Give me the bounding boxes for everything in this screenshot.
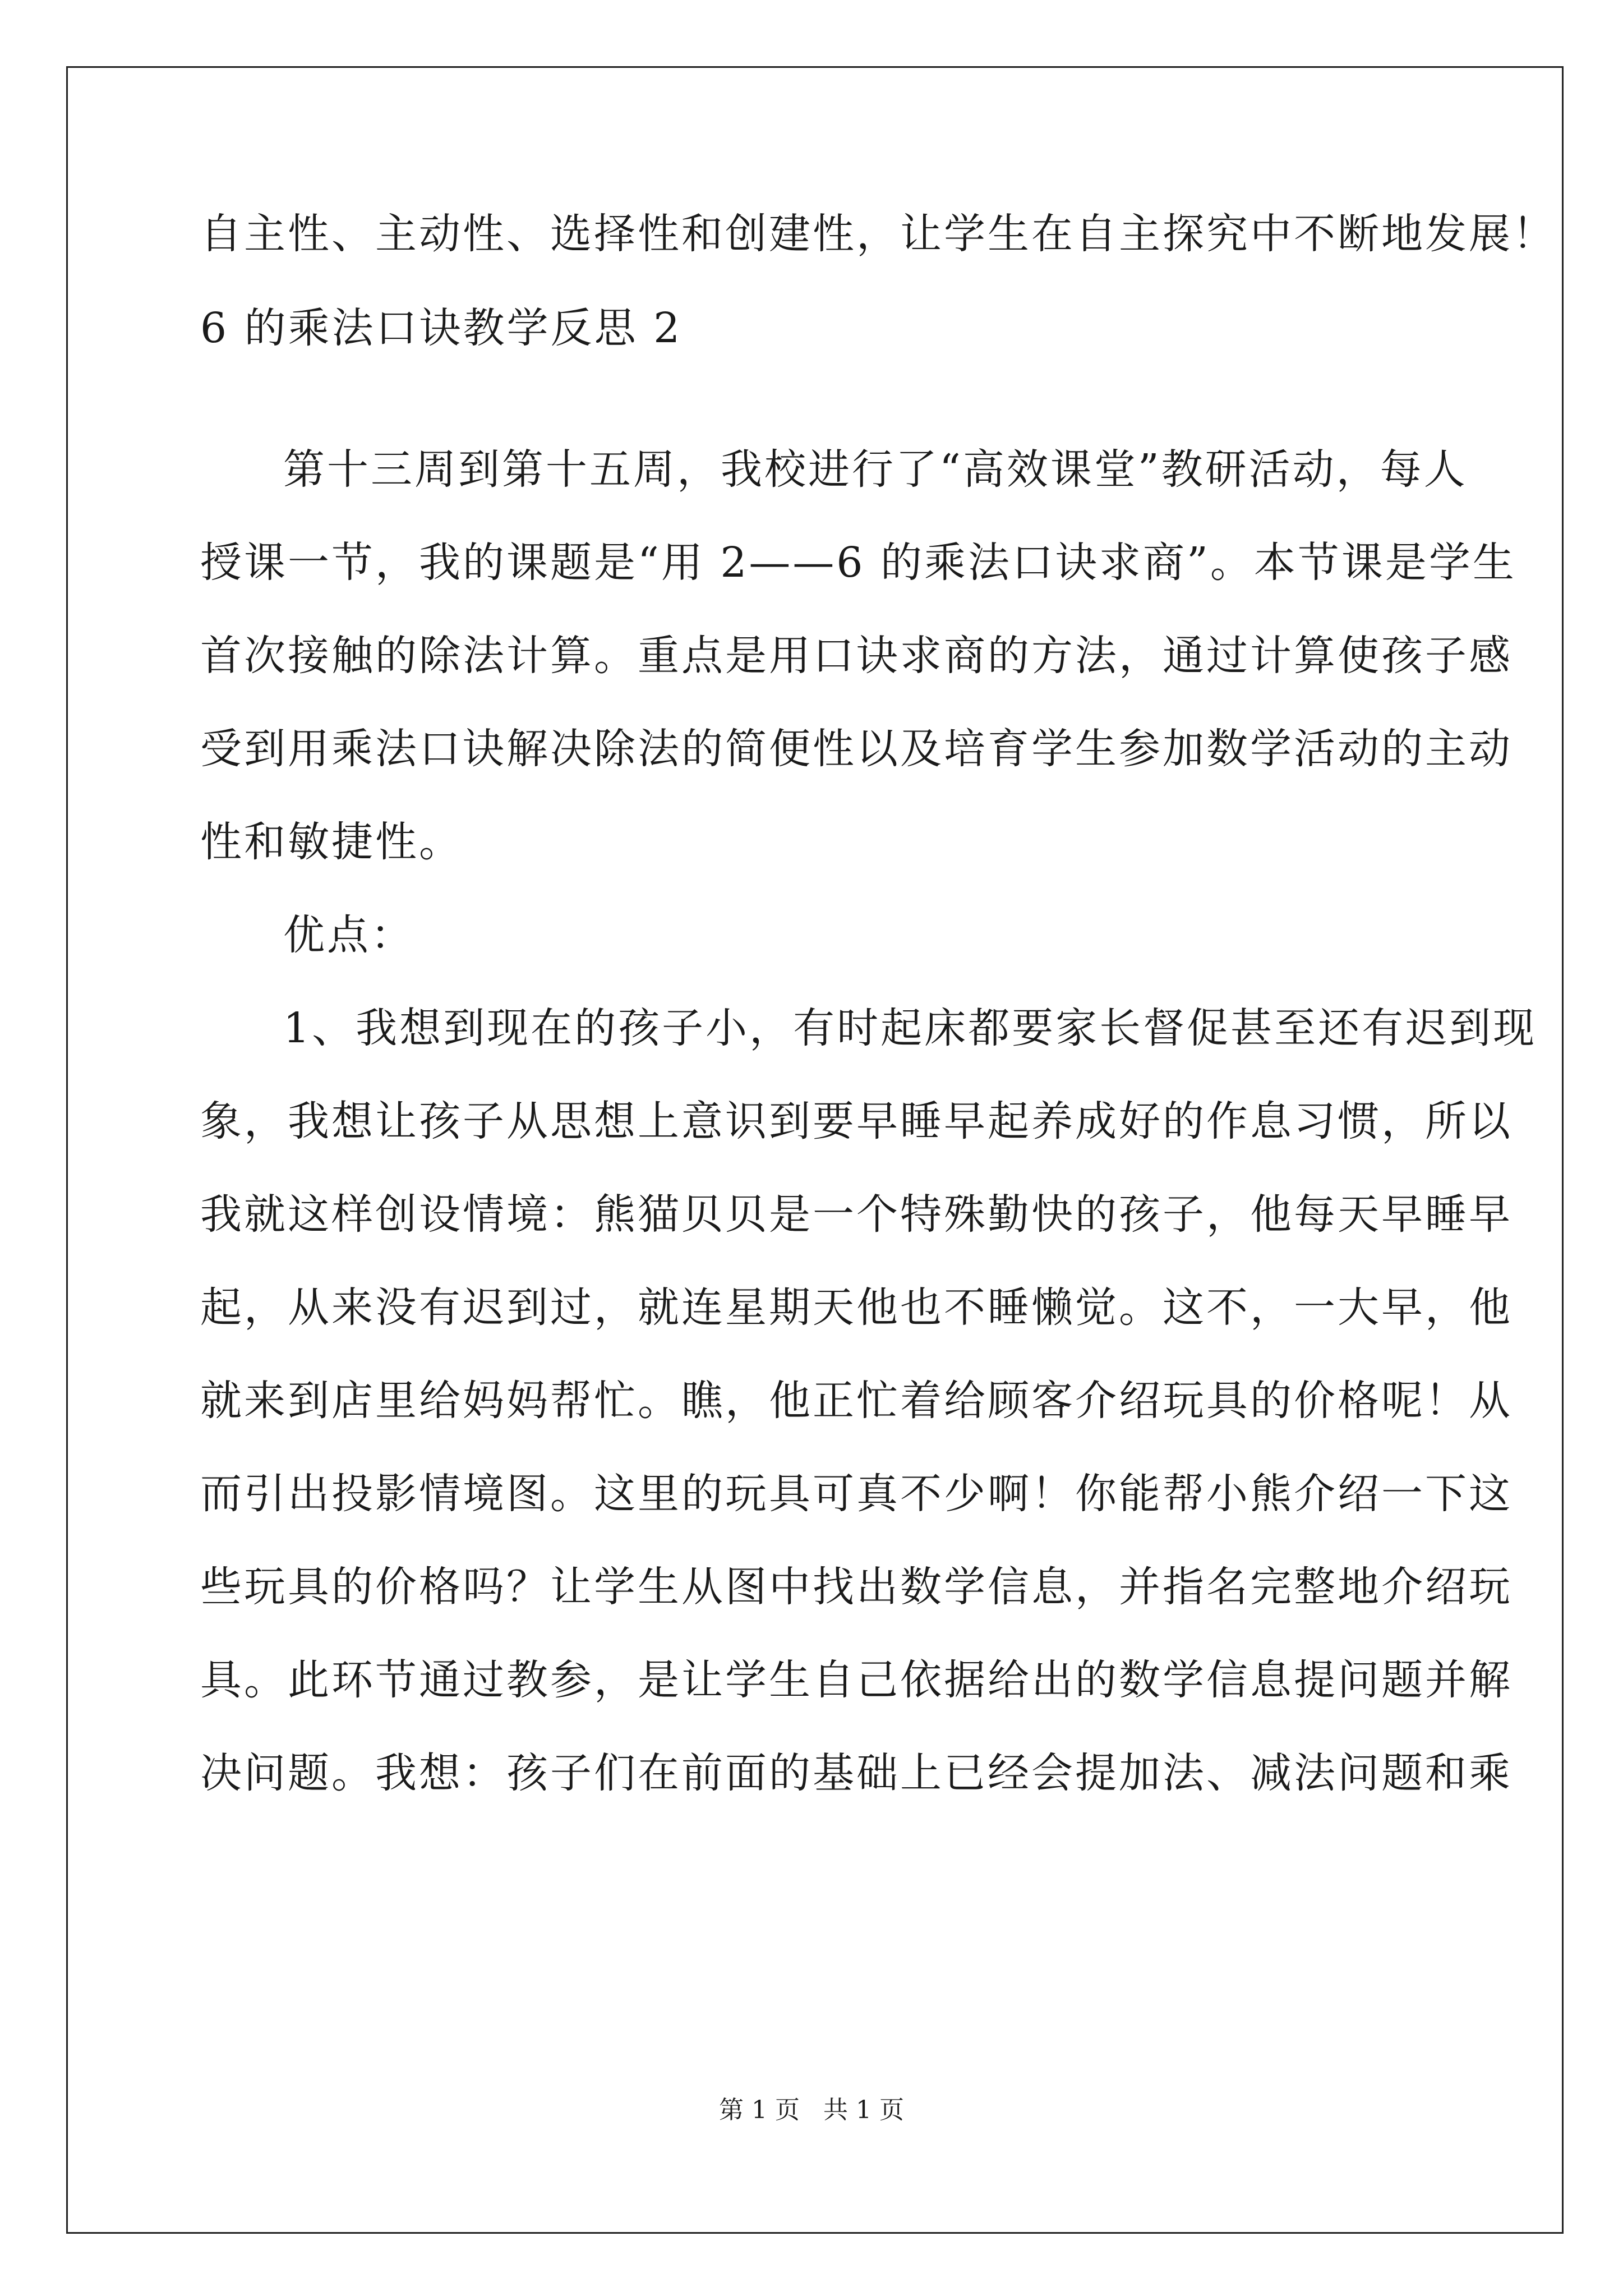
paragraph-line: 具。此环节通过教参，是让学生自己依据给出的数学信息提问题并解: [200, 1656, 1513, 1704]
paragraph-line: 授课一节，我的课题是“用 2——6 的乘法口诀求商”。本节课是学生: [200, 539, 1516, 587]
paragraph-line: 而引出投影情境图。这里的玩具可真不少啊！你能帮小熊介绍一下这: [200, 1470, 1513, 1518]
section-heading: 6 的乘法口诀教学反思 2: [200, 304, 683, 352]
subheading-advantages: 优点：: [283, 911, 414, 959]
paragraph-line: 受到用乘法口诀解决除法的简便性以及培育学生参加数学活动的主动: [200, 725, 1513, 773]
paragraph-line: 我就这样创设情境：熊猫贝贝是一个特殊勤快的孩子，他每天早睡早: [200, 1190, 1513, 1239]
paragraph-line: 起，从来没有迟到过，就连星期天他也不睡懒觉。这不，一大早，他: [200, 1283, 1513, 1332]
page-number-footer: 第 1 页 共 1 页: [719, 2096, 904, 2124]
paragraph-line: 就来到店里给妈妈帮忙。瞧，他正忙着给顾客介绍玩具的价格呢！从: [200, 1377, 1513, 1425]
paragraph-line: 自主性、主动性、选择性和创建性，让学生在自主探究中不断地发展！: [200, 210, 1556, 258]
paragraph-line: 1、我想到现在的孩子小，有时起床都要家长督促甚至还有迟到现: [283, 1004, 1537, 1052]
paragraph-line: 首次接触的除法计算。重点是用口诀求商的方法，通过计算使孩子感: [200, 632, 1513, 680]
page-border: [66, 66, 1564, 2234]
paragraph-line: 象，我想让孩子从思想上意识到要早睡早起养成好的作息习惯，所以: [200, 1097, 1513, 1145]
paragraph-line: 性和敏捷性。: [200, 818, 463, 866]
paragraph-line: 决问题。我想：孩子们在前面的基础上已经会提加法、减法问题和乘: [200, 1749, 1513, 1797]
paragraph-line: 第十三周到第十五周，我校进行了“高效课堂”教研活动，每人: [283, 445, 1468, 494]
paragraph-line: 些玩具的价格吗？让学生从图中找出数学信息，并指名完整地介绍玩: [200, 1563, 1513, 1611]
